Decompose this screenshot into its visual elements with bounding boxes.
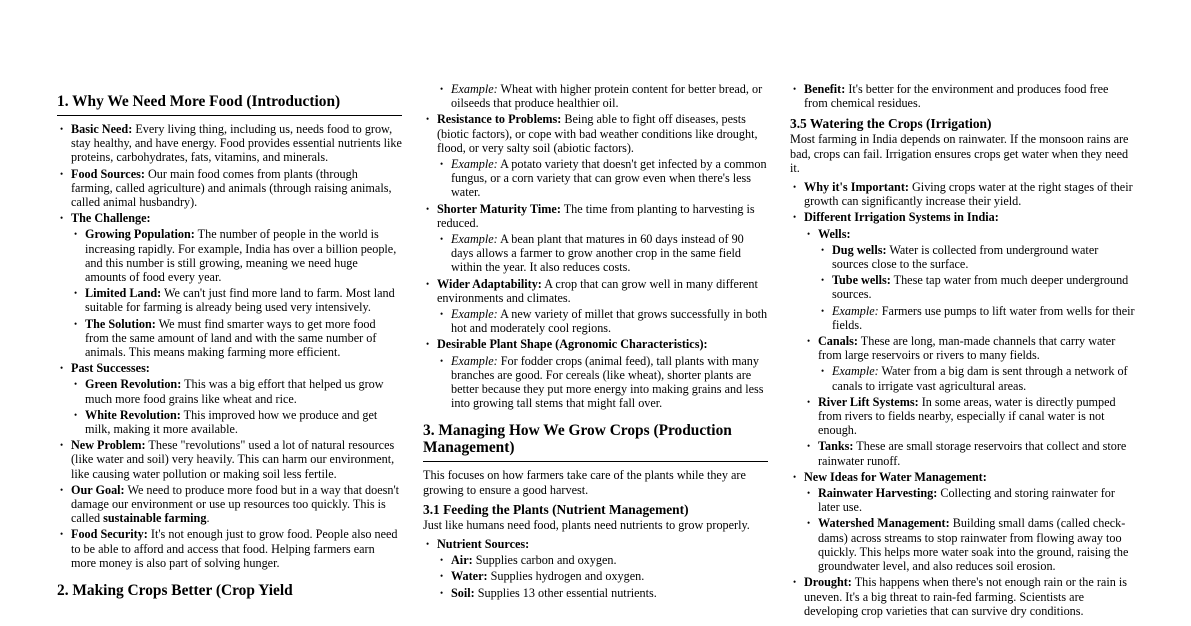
list-item: • Benefit: It's better for the environment and produces food free from chemical residues. [790,82,1135,110]
list-item: • Growing Population: The number of people in the world is increasing rapidly. For example, India has over a billion people, and this number is still growing, meaning we need huge amounts of food every year. [71,227,402,284]
list-item: • Food Sources: Our main food comes from plants (through farming, called agriculture) and animals (through raising animals, called animal husbandry). [57,167,402,210]
list-item: • Nutrient Sources: • Air: Supplies carbon and oxygen. • Water: Supplies hydrogen and oxygen. • Soil: Supplies 13 other essential nutrients. [423,537,768,600]
list-item: • Air: Supplies carbon and oxygen. [437,553,768,567]
column-2 [423,0,768,602]
list-item: • Canals: These are long, man-made channels that carry water from large reservoirs or rivers to many fields. • Example: Water from a big dam is sent through a network of canals to irrigate vast agricultural areas. [804,334,1135,393]
list-item: • Tanks: These are small storage reservoirs that collect and store rainwater runoff. [804,439,1135,467]
list-item: • Different Irrigation Systems in India: • Wells: • Dug wells: Water is collected from underground water sources close to the surface. • Tube wells: These tap water from much deeper underground sources. • Example: Farmers use pumps to lift water from wells for their fields. • Canals: These are long, man-made channels that carry water from large reservoirs or rivers to many fields. • Example: Water from a big dam is sent through a network of canals to irrigate vast agricultural areas. • River Lift Systems: In some areas, water is directly pumped from rivers to fields nearby, especially if canal water is not enough. • Tanks: These are small storage reservoirs that collect and store rainwater runoff. [790,210,1135,467]
list-item: • Shorter Maturity Time: The time from planting to harvesting is reduced. • Example: A bean plant that matures in 60 days instead of 90 days allows a farmer to grow another crop in the same field within the year. It also reduces costs. [423,202,768,275]
list-item: • Why it's Important: Giving crops water at the right stages of their growth can significantly increase their yield. [790,180,1135,208]
subheading-3-5: 3.5 Watering the Crops (Irrigation) [790,116,992,132]
column-3 [790,0,1135,620]
nutrient-list [423,537,768,600]
subheading-3-1: 3.1 Feeding the Plants (Nutrient Management) [423,501,689,517]
list-item: • Our Goal: We need to produce more food but in a way that doesn't damage our environment or use up resources too quickly. This is called sustainable farming. [57,483,402,526]
list-item: • New Ideas for Water Management: • Rainwater Harvesting: Collecting and storing rainwater for later use. • Watershed Management: Building small dams (called check-dams) across streams to stop rainwater from flowing away too quickly. This helps more water soak into the ground, raising the groundwater level, and also reduces soil erosion. [790,470,1135,573]
list-item: • Drought: This happens when there's not enough rain or the rain is uneven. It's a big threat to rain-fed farming. Scientists are developing crop varieties that can survive dry conditions. [790,575,1135,618]
list-item: • Dug wells: Water is collected from underground water sources close to the surface. [818,243,1135,271]
list-item: • Example: Water from a big dam is sent through a network of canals to irrigate vast agricultural areas. [818,364,1135,392]
list-item: • New Problem: These "revolutions" used a lot of natural resources (like water and soil) very heavily. This can harm our environment, like causing water pollution or making soil less fertile. [57,438,402,481]
crop-traits-list [423,82,768,410]
subsection-text: Just like humans need food, plants need nutrients to grow properly. [423,517,750,532]
list-item: • Tube wells: These tap water from much deeper underground sources. [818,273,1135,301]
list-item: • Watershed Management: Building small dams (called check-dams) across streams to stop rainwater from flowing away too quickly. This helps more water soak into the ground, raising the groundwater level, and also reduces soil erosion. [804,516,1135,573]
list-item: • Soil: Supplies 13 other essential nutrients. [437,586,768,600]
list-item: • Resistance to Problems: Being able to fight off diseases, pests (biotic factors), or cope with bad weather conditions like drought, flood, or very salty soil (abiotic factors). • Example: A potato variety that doesn't get infected by a common fungus, or a corn variety that can grow even when there's less water. [423,112,768,199]
list-item: • Example: For fodder crops (animal feed), tall plants with many branches are good. For cereals (like wheat), shorter plants are better because they put more energy into making grains and less into growing tall stems that might fall over. [437,354,768,411]
list-item: • The Challenge: • Growing Population: The number of people in the world is increasing rapidly. For example, India has over a billion people, and this number is still growing, meaning we need huge amounts of food every year. • Limited Land: We can't just find more land to farm. Most land suitable for farming is already being used very intensively. • The Solution: We must find smarter ways to get more food from the same amount of land and with the same number of animals. This means making farming more efficient. [57,211,402,359]
list-item: • Basic Need: Every living thing, including us, needs food to grow, stay healthy, and have energy. Food provides essential nutrients like proteins, carbohydrates, fats, vitamins, and minerals. [57,122,402,165]
intro-list [57,122,402,570]
list-item: • Desirable Plant Shape (Agronomic Characteristics): • Example: For fodder crops (animal feed), tall plants with many branches are good. For cereals (like wheat), shorter plants are better because they put more energy into making grains and less into growing tall stems that might fall over. [423,337,768,410]
irrigation-list [790,180,1135,618]
subsection-text: Most farming in India depends on rainwater. If the monsoon rains are bad, crops can fail. Irrigation ensures crops get water when they need it. [790,132,1129,175]
list-item: • River Lift Systems: In some areas, water is directly pumped from rivers to fields nearby, especially if canal water is not enough. [804,395,1135,438]
list-item: • The Solution: We must find smarter ways to get more food from the same amount of land and with the same number of animals. This means making farming more efficient. [71,317,402,360]
section-heading-1: 1. Why We Need More Food (Introduction) [57,93,402,116]
list-item: • Example: Wheat with higher protein content for better bread, or oilseeds that produce healthier oil. [437,82,768,110]
list-item: • Limited Land: We can't just find more land to farm. Most land suitable for farming is already being used very intensively. [71,286,402,314]
list-item: • White Revolution: This improved how we produce and get milk, making it more available. [71,408,402,436]
list-item: • Example: Farmers use pumps to lift water from wells for their fields. [818,304,1135,332]
benefit-list [790,82,1135,110]
list-item: • Food Security: It's not enough just to grow food. People also need to be able to afford and access that food. Helping farmers earn more money is also part of solving hunger. [57,527,402,570]
list-item: • Example: A potato variety that doesn't get infected by a common fungus, or a corn variety that can grow even when there's less water. [437,157,768,200]
section-heading-2: 2. Making Crops Better (Crop Yield [57,582,293,600]
list-item: • Water: Supplies hydrogen and oxygen. [437,569,768,583]
list-item: • Rainwater Harvesting: Collecting and storing rainwater for later use. [804,486,1135,514]
column-1 [57,0,402,610]
list-item: • Example: A new variety of millet that grows successfully in both hot and moderately cool regions. [437,307,768,335]
list-item: • Past Successes: • Green Revolution: This was a big effort that helped us grow much more food grains like wheat and rice. • White Revolution: This improved how we produce and get milk, making it more available. [57,361,402,436]
section-heading-3: 3. Managing How We Grow Crops (Production Management) [423,422,768,462]
section-intro: This focuses on how farmers take care of the plants while they are growing to ensure a good harvest. [423,468,746,497]
list-item: • Wells: • Dug wells: Water is collected from underground water sources close to the surface. • Tube wells: These tap water from much deeper underground sources. • Example: Farmers use pumps to lift water from wells for their fields. [804,227,1135,332]
list-item: • Example: A bean plant that matures in 60 days instead of 90 days allows a farmer to grow another crop in the same field within the year. It also reduces costs. [437,232,768,275]
list-item: • Wider Adaptability: A crop that can grow well in many different environments and climates. • Example: A new variety of millet that grows successfully in both hot and moderately cool regions. [423,277,768,336]
list-item: • Green Revolution: This was a big effort that helped us grow much more food grains like wheat and rice. [71,377,402,405]
